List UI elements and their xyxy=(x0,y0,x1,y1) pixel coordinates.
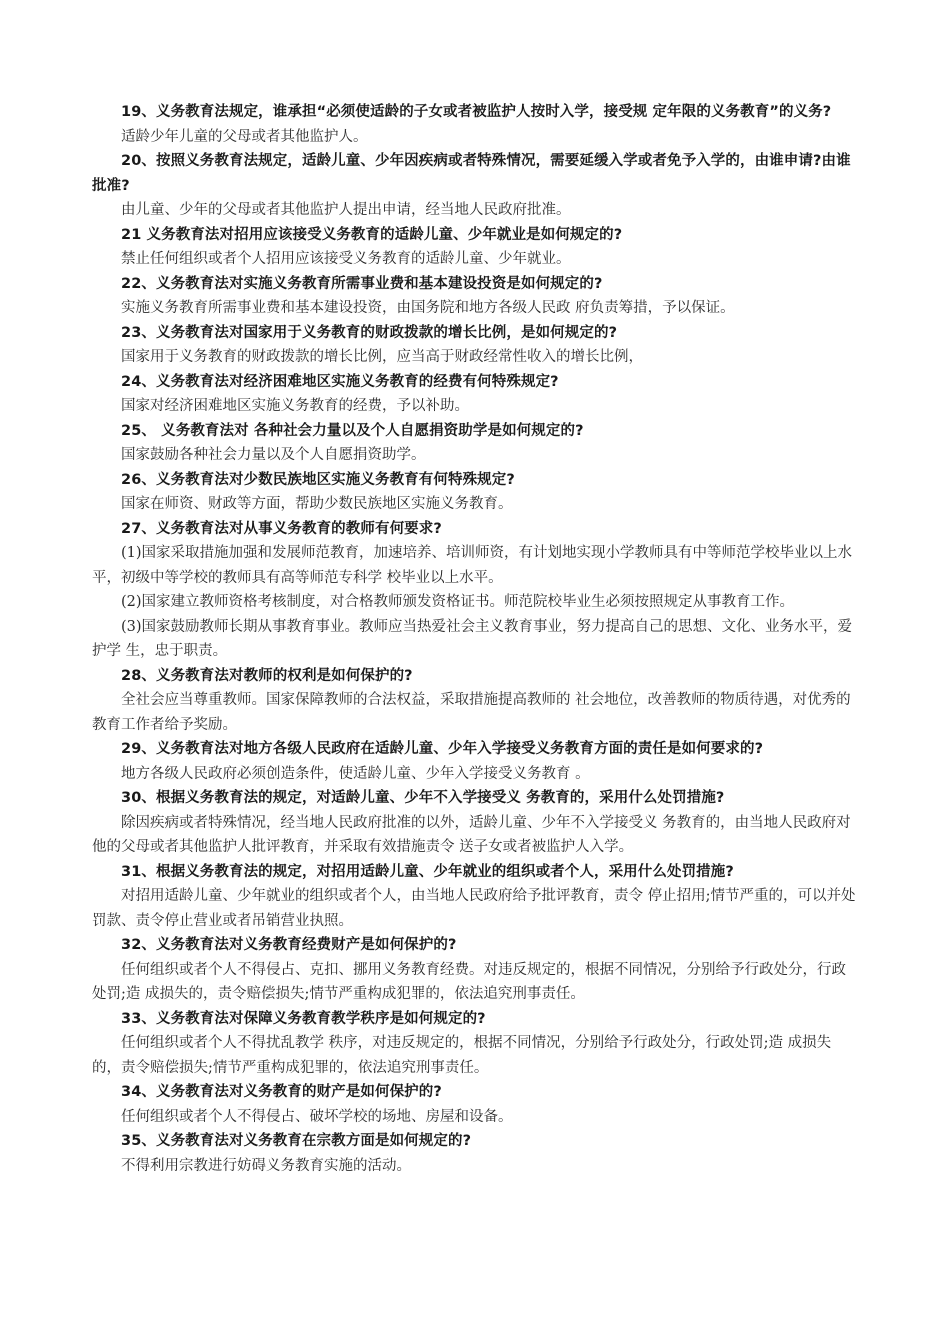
answer-29: 地方各级人民政府必须创造条件，使适龄儿童、少年入学接受义务教育 。 xyxy=(121,765,590,782)
answer-34: 任何组织或者个人不得侵占、破坏学校的场地、房屋和设备。 xyxy=(121,1108,513,1125)
question-33: 33、义务教育法对保障义务教育教学秩序是如何规定的? xyxy=(121,1010,486,1027)
question-24: 24、义务教育法对经济困难地区实施义务教育的经费有何特殊规定? xyxy=(121,373,559,390)
answer-23: 国家用于义务教育的财政拨款的增长比例，应当高于财政经常性收入的增长比例， xyxy=(121,349,643,365)
question-28: 28、义务教育法对教师的权利是如何保护的? xyxy=(121,667,413,684)
answer-27-item-2: (2)国家建立教师资格考核制度，对合格教师颁发资格证书。师范院校毕业生必须按照规定从事教育工作。 xyxy=(121,594,795,610)
answer-25: 国家鼓励各种社会力量以及个人自愿捐资助学。 xyxy=(121,447,426,463)
question-22: 22、义务教育法对实施义务教育所需事业费和基本建设投资是如何规定的? xyxy=(121,275,603,292)
answer-19: 适龄少年儿童的父母或者其他监护人。 xyxy=(121,128,368,145)
answer-21: 禁止任何组织或者个人招用应该接受义务教育的适龄儿童、少年就业。 xyxy=(121,251,571,267)
question-27: 27、义务教育法对从事义务教育的教师有何要求? xyxy=(121,520,442,537)
answer-20: 由儿童、少年的父母或者其他监护人提出申请，经当地人民政府批准。 xyxy=(121,202,571,218)
question-35: 35、义务教育法对义务教育在宗教方面是如何规定的? xyxy=(121,1133,472,1149)
question-21: 21 义务教育法对招用应该接受义务教育的适龄儿童、少年就业是如何规定的? xyxy=(121,226,623,243)
answer-22: 实施义务教育所需事业费和基本建设投资，由国务院和地方各级人民政 府负责筹措，予以保证。 xyxy=(121,300,735,316)
answer-32: 任何组织或者个人不得侵占、克扣、挪用义务教育经费。对违反规定的，根据不同情况，分别给予行政处分，行政处罚;造 成损失的，责令赔偿损失;情节严重构成犯罪的，依法追究刑事责任。 xyxy=(92,961,846,1002)
answer-27-item-1: (1)国家采取措施加强和发展师范教育，加速培养、培训师资，有计划地实现小学教师具有中等师范学校毕业以上水平，初级中等学校的教师具有高等师范专科学 校毕业以上水平。 xyxy=(92,545,853,586)
question-32: 32、义务教育法对义务教育经费财产是如何保护的? xyxy=(121,937,457,953)
answer-27-item-3: (3)国家鼓励教师长期从事教育事业。教师应当热爱社会主义教育事业，努力提高自己的思想、文化、业务水平，爱护学 生，忠于职责。 xyxy=(92,618,853,659)
question-29: 29、义务教育法对地方各级人民政府在适龄儿童、少年入学接受义务教育方面的责任是如何要求的? xyxy=(121,741,764,757)
answer-30: 除因疾病或者特殊情况，经当地人民政府批准的以外，适龄儿童、少年不入学接受义 务教育的，由当地人民政府对他的父母或者其他监护人批评教育，并采取有效措施责令 送子女或者被监护人入学。 xyxy=(92,814,851,855)
answer-24: 国家对经济困难地区实施义务教育的经费，予以补助。 xyxy=(121,398,469,414)
question-34: 34、义务教育法对义务教育的财产是如何保护的? xyxy=(121,1084,442,1100)
question-23: 23、义务教育法对国家用于义务教育的财政拨款的增长比例，是如何规定的? xyxy=(121,324,618,341)
answer-26: 国家在师资、财政等方面，帮助少数民族地区实施义务教育。 xyxy=(121,496,513,512)
answer-35: 不得利用宗教进行妨碍义务教育实施的活动。 xyxy=(121,1157,411,1174)
answer-28: 全社会应当尊重教师。国家保障教师的合法权益，采取措施提高教师的 社会地位，改善教师的物质待遇，对优秀的教育工作者给予奖励。 xyxy=(92,692,851,733)
document-body xyxy=(92,100,858,1178)
question-26: 26、义务教育法对少数民族地区实施义务教育有何特殊规定? xyxy=(121,471,515,488)
question-31: 31、根据义务教育法的规定，对招用适龄儿童、少年就业的组织或者个人，采用什么处罚措施? xyxy=(121,863,734,880)
answer-33: 任何组织或者个人不得扰乱教学 秩序，对违反规定的，根据不同情况，分别给予行政处分，行政处罚;造 成损失的，责令赔偿损失;情节严重构成犯罪的，依法追究刑事责任。 xyxy=(92,1035,832,1076)
question-19: 19、义务教育法规定，谁承担“必须使适龄的子女或者被监护人按时入学，接受规 定年限的义务教育”的义务? xyxy=(121,104,832,120)
question-25: 25、 义务教育法对 各种社会力量以及个人自愿捐资助学是如何规定的? xyxy=(121,422,584,439)
question-30: 30、根据义务教育法的规定，对适龄儿童、少年不入学接受义 务教育的，采用什么处罚措施? xyxy=(121,790,725,806)
question-20: 20、按照义务教育法规定，适龄儿童、少年因疾病或者特殊情况，需要延缓入学或者免予入学的，由谁申请?由谁批准? xyxy=(92,153,851,194)
answer-31: 对招用适龄儿童、少年就业的组织或者个人，由当地人民政府给予批评教育，责令 停止招用;情节严重的，可以并处罚款、责令停止营业或者吊销营业执照。 xyxy=(92,888,856,929)
